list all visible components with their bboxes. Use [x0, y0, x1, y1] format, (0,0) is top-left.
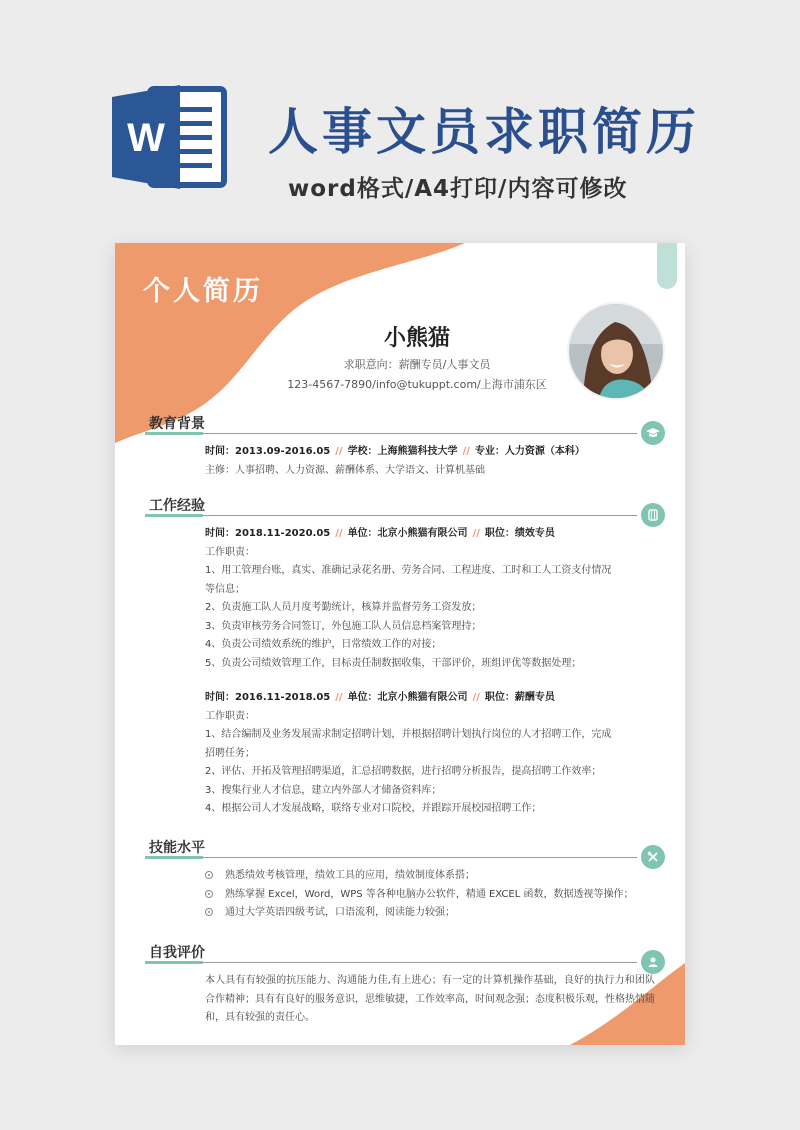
education-courses: 主修：人事招聘、人力资源、薪酬体系、大学语文、计算机基础	[205, 464, 485, 476]
circle-bullet-icon	[205, 908, 213, 916]
self-evaluation-section	[145, 940, 665, 1028]
graduation-cap-icon	[641, 421, 665, 445]
banner-title: 人事文员求职简历	[268, 103, 700, 161]
circle-bullet-icon	[205, 871, 213, 879]
resume-header-title: 个人简历	[143, 276, 263, 307]
work-section	[145, 493, 665, 819]
skill-item: 熟悉绩效考核管理，绩效工具的应用，绩效制度体系搭；	[205, 867, 665, 886]
resume-page	[115, 243, 685, 1045]
skills-section	[145, 835, 665, 923]
teal-tab-decoration	[657, 243, 677, 289]
job-intent: 求职意向：薪酬专员/人事文员	[343, 358, 491, 371]
education-section	[145, 411, 665, 480]
job-1-duty-label: 工作职责：	[205, 546, 255, 558]
education-meta: 时间：2013.09-2016.05 // 学校：上海熊猫科技大学 // 专业：人力资源（本科）	[205, 446, 585, 457]
tools-icon	[641, 845, 665, 869]
word-logo-letter: W	[127, 116, 165, 160]
job-2-duty: 招聘任务；	[205, 747, 255, 759]
banner-subtitle: word格式/A4打印/内容可修改	[288, 176, 628, 202]
candidate-name: 小熊猫	[383, 326, 450, 351]
promo-banner	[0, 0, 800, 230]
job-2-duty: 2、评估、开拓及管理招聘渠道，汇总招聘数据，进行招聘分析报告，提高招聘工作效率；	[205, 766, 602, 777]
job-1-duty: 等信息；	[205, 583, 245, 595]
job-2-duty: 1、结合编制及业务发展需求制定招聘计划，并根据招聘计划执行岗位的人才招聘工作，完成	[205, 729, 612, 740]
self-evaluation-text: 本人具有有较强的抗压能力、沟通能力佳,有上进心；有一定的计算机操作基础，良好的执行力和团队合作精神；具有有良好的服务意识，思维敏捷，工作效率高，时间观念强；态度积极乐观，性格热情随和，具有较强的责任心。	[205, 975, 655, 1023]
job-1-duty: 5、负责公司绩效管理工作，目标责任制数据收集，干部评价，班组评优等数据处理；	[205, 657, 582, 669]
person-icon	[641, 950, 665, 974]
job-1-duty: 2、负责施工队人员月度考勤统计，核算并监督劳务工资发放；	[205, 602, 482, 613]
education-title: 教育背景	[149, 416, 205, 432]
job-1-duty: 4、负责公司绩效系统的维护，日常绩效工作的对接；	[205, 639, 442, 650]
profile-photo	[567, 302, 665, 400]
job-2-duty: 3、搜集行业人才信息，建立内外部人才储备资料库；	[205, 784, 442, 796]
job-2-duty-label: 工作职责：	[205, 710, 255, 722]
skill-item: 熟练掌握 Excel，Word，WPS 等各种电脑办公软件，精通 EXCEL 函数，数据透视等操作；	[205, 886, 665, 905]
job-2-meta: 时间：2016.11-2018.05 // 单位：北京小熊猫有限公司 // 职位：薪酬专员	[205, 692, 555, 703]
job-1-duty: 3、负责审核劳务合同签订，外包施工队人员信息档案管理持；	[205, 620, 482, 632]
skills-title: 技能水平	[149, 840, 205, 856]
skill-item: 通过大学英语四级考试，口语流利，阅读能力较强；	[205, 904, 665, 923]
circle-bullet-icon	[205, 890, 213, 898]
job-1-duty: 1、用工管理台账，真实、准确记录花名册、劳务合同、工程进度、工时和工人工资支付情况	[205, 565, 612, 576]
self-evaluation-title: 自我评价	[149, 945, 205, 961]
job-2-duty: 4、根据公司人才发展战略，联络专业对口院校，并跟踪开展校园招聘工作；	[205, 803, 542, 814]
word-file-icon	[112, 83, 230, 191]
work-title: 工作经验	[149, 498, 205, 514]
contact-info: 123-4567-7890/info@tukuppt.com/上海市浦东区	[287, 378, 547, 391]
job-1-meta: 时间：2018.11-2020.05 // 单位：北京小熊猫有限公司 // 职位：绩效专员	[205, 528, 555, 539]
briefcase-icon	[641, 503, 665, 527]
